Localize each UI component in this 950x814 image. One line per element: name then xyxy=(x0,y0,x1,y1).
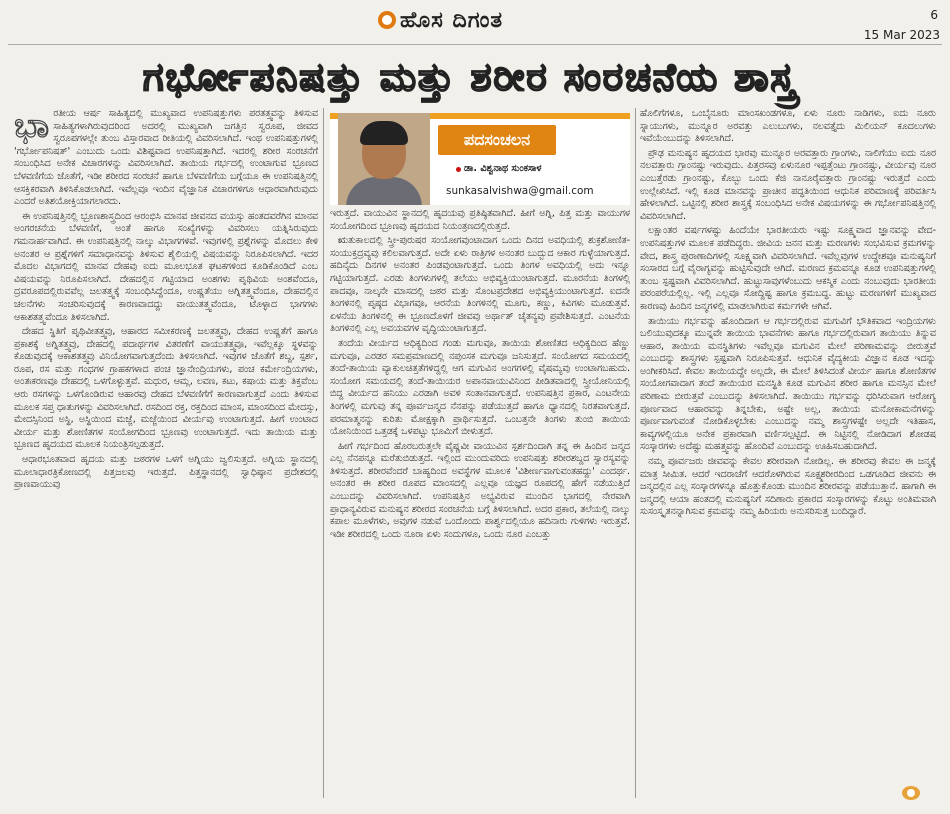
publication-date: 15 Mar 2023 xyxy=(863,28,940,42)
author-photo xyxy=(338,113,430,205)
paragraph: ಹೊಲಿಗೆಗಳೂ, ಒಂಬೈನೂರು ಮಾಂಸಖಂಡಗಳೂ, ಏಳು ನೂರು ನಾಡಿಗಳು, ಐದು ನೂರು ಸ್ನಾಯುಗಳು, ಮುನ್ನೂರ ಅರವತ್ತು ಎಲುಬುಗಳು, ನಲವತ್ತೈದು ಮಿಲಿಯನ್ ಕೂದಲುಗಳು ಇವೆಯೆಂಬುದನ್ನು ತಿಳಿಸಲಾಗಿದೆ. xyxy=(640,108,936,145)
column-divider xyxy=(635,108,636,798)
paragraph: ಋತುಕಾಲದಲ್ಲಿ ಸ್ತ್ರೀ-ಪುರುಷರ ಸಂಯೋಗವುಂಟಾದಾಗ ಒಂದು ದಿನದ ಅವಧಿಯಲ್ಲಿ ಶುಕ್ರಶೋಣಿತ-ಸಂಯುಕ್ತದ್ರವ್ಯವು ಕಲಿಲವಾಗುತ್ತದೆ. ಅದೇ ಏಳು ರಾತ್ರಿಗಳ ಅನಂತರ ಬುದ್ಬುದ ಆಕಾರ ಗುಳ್ಳೆಯಾಗುತ್ತದೆ. ಹದಿನೈದು ದಿನಗಳ ಅನಂತರ ಪಿಂಡವುಂಟಾಗುತ್ತದೆ. ಒಂದು ತಿಂಗಳ ಅವಧಿಯಲ್ಲಿ ಅದು ಇನ್ನೂ ಗಟ್ಟಿಯಾಗುತ್ತದೆ. ಎರಡು ತಿಂಗಳುಗಳಲ್ಲಿ ತಲೆಯು ಅಭಿವ್ಯಕ್ತಿಯುಂಟಾಗುತ್ತದೆ. ಮೂರನೆಯ ತಿಂಗಳಲ್ಲಿ ಪಾದವೂ, ನಾಲ್ಕನೇ ಮಾಸದಲ್ಲಿ ಜಠರ ಮತ್ತು ಸೊಂಟಪ್ರದೇಶದ ಅಭಿವ್ಯಕ್ತಿಯುಂಟಾಗುತ್ತದೆ. ಐದನೇ ತಿಂಗಳಿನಲ್ಲಿ ಪೃಷ್ಠದ ವಿಭಾಗವೂ, ಆರನೆಯ ತಿಂಗಳಿನಲ್ಲಿ ಮೂಗು, ಕಣ್ಣು, ಕಿವಿಗಳು ಮೂಡುತ್ತವೆ. ಏಳನೆಯ ತಿಂಗಳಿನಲ್ಲಿ ಈ ಭ್ರೂಣದೊಳಗೆ ಜೀವವು ಅರ್ಥಾತ್ ಚೈತನ್ಯವು ಪ್ರವೇಶಿಸುತ್ತದೆ. ಎಂಟನೆಯ ತಿಂಗಳಿನಲ್ಲಿ ಎಲ್ಲ ಅವಯವಗಳ ವೃದ್ಧಿಯುಂಟಾಗುತ್ತದೆ. xyxy=(330,235,630,335)
page-number: 6 xyxy=(930,8,938,22)
paragraph: ಲಕ್ಷಾಂತರ ವರ್ಷಗಳಷ್ಟು ಹಿಂದೆಯೇ ಭಾರತೀಯರು ಇಷ್ಟು ಸೂಕ್ಷ್ಮವಾದ ಜ್ಞಾನವನ್ನು ವೇದ-ಉಪನಿಷತ್ತುಗಳ ಮೂಲಕ ಪಡೆದಿದ್ದರು. ಜೀವಿಯ ಜನನ ಮತ್ತು ಮರಣಗಳು ಸಂಭವಿಸುವ ಕ್ರಮಗಳನ್ನು ವೇದ, ಶಾಸ್ತ್ರ ಪುರಾಣಾದಿಗಳಲ್ಲಿ ಸೂಕ್ಷ್ಮವಾಗಿ ವಿವರಿಸಲಾಗಿದೆ. ಇವೆಲ್ಲವುಗಳ ಉದ್ದೇಶವೂ ಮನುಷ್ಯನಿಗೆ ಸಂಸಾರದ ಬಗ್ಗೆ ವೈರಾಗ್ಯವನ್ನು ಹುಟ್ಟಿಸುವುದೇ ಆಗಿದೆ. ಮರಣದ ಕ್ರಮವನ್ನೂ ಕೂಡ ಉಪನಿಷತ್ತುಗಳಲ್ಲಿ ತುಂಬ ಸ್ಪಷ್ಟವಾಗಿ ವಿವರಿಸಲಾಗಿದೆ. ಹುಟ್ಟುಸಾವುಗಳೆಂಬುದು ಆಕಸ್ಮಿಕ ಎಂದು ನಂಬುವುದು ಭಾರತೀಯ ಪರಂಪರೆಯಲ್ಲಿಲ್ಲ. ಇಲ್ಲಿ ಎಲ್ಲವೂ ಸೋದ್ದಿಷ್ಟ ಹಾಗೂ ಕ್ರಮಬದ್ಧ. ಹುಟ್ಟು ಮರಣಗಳಿಗೆ ಮುಖ್ಯವಾದ ಕಾರಣವು ಹಿಂದಿನ ಜನ್ಮಗಳಲ್ಲಿ ಮಾಡಲಾಗಿರುವ ಕರ್ಮಗಳೇ ಆಗಿವೆ. xyxy=(640,225,936,312)
paragraph: ಆಧಾರಭೂತವಾದ ಹೃದಯ ಮತ್ತು ಜಠರಗಳ ಒಳಗೆ ಅಗ್ನಿಯು ಜ್ವಲಿಸುತ್ತದೆ. ಅಗ್ನಿಯ ಸ್ಥಾನದಲ್ಲಿ ಮೂಲಾಧಾರತ್ರಿಕೋಣದಲ್ಲಿ ಪಿತ್ತಜಲವು ಇರುತ್ತದೆ. ಪಿತ್ತಸ್ಥಾನದಲ್ಲಿ ಸ್ವಾಧಿಷ್ಠಾನ ಪ್ರದೇಶದಲ್ಲಿ ಪ್ರಾಣವಾಯುವು xyxy=(14,454,318,491)
logo-text: ಹೊಸ ದಿಗಂತ xyxy=(400,7,504,33)
paragraph: ಈ ಉಪನಿಷತ್ತಿನಲ್ಲಿ ಭ್ರೂಣಶಾಸ್ತ್ರದಿಂದ ಆರಂಭಿಸಿ ಮಾನವ ಜೀವನದ ವಯಸ್ಸು ಹಂತದವರೆಗಿನ ಮಾನವ ಅಂಗರಚನೆಯ ಬೆಳವಣಿಗೆ, ಅಂತೆ ಹಾಗೂ ಸಂಖ್ಯೆಗಳನ್ನು ವಿವರಿಸಲು ಯತ್ನಿಸಿರುವುದು ಗಮನಾರ್ಹವಾಗಿದೆ. ಈ ಉಪನಿಷತ್ತಿನಲ್ಲಿ ನಾಲ್ಕು ವಿಭಾಗಗಳಿವೆ. ಇವುಗಳಲ್ಲಿ ಪ್ರಶ್ನೆಗಳನ್ನು ಮೊದಲು ಕೇಳಿ ಅನಂತರ ಆ ಪ್ರಶ್ನೆಗಳಿಗೆ ಸಮಾಧಾನವನ್ನು ತಿಳಿಸುವ ಶೈಲಿಯಲ್ಲಿ ವಿಷಯವನ್ನು ನಿರೂಪಿಸಲಾಗಿದೆ. ಇದರ ಮೊದಲ ವಿಭಾಗದಲ್ಲಿ ಮಾನವ ದೇಹವು ಐದು ಮೂಲಭೂತ ಘಟಕಗಳಿಂದ ಕೂಡಿಕೊಂಡಿದೆ ಎಂಬ ವಿಷಯವನ್ನು ನಿರೂಪಿಸಲಾಗಿದೆ. ದೇಹದಲ್ಲಿನ ಗಟ್ಟಿಯಾದ ಅಂಶಗಳು ಪೃಥಿವಿಯ ಅಂಶವೆಂದೂ, ದ್ರವರೂಪದಲ್ಲಿರುವವೆಲ್ಲ ಜಲತತ್ತ್ವಕ್ಕೆ ಸಂಬಂಧಿಸಿದ್ದೆಂದೂ, ಉಷ್ಣತೆಯು ಅಗ್ನಿತತ್ತ್ವವೆಂದೂ, ದೇಹದಲ್ಲಿನ ಚಲನೆಗಳು ಸಂಚರಿಸುವುದಕ್ಕೆ ಕಾರಣವಾದದ್ದು ವಾಯುತತ್ತ್ವವೆಂದೂ, ಟೊಳ್ಳಾದ ಭಾಗಗಳು ಆಕಾಶತತ್ತ್ವವೆಂದೂ ತಿಳಿಸಲಾಗಿದೆ. xyxy=(14,210,318,323)
paragraph: ಹೀಗೆ ಗರ್ಭದಿಂದ ಹೊರಬರುತ್ತಲೇ ವೈಷ್ಣವೀ ವಾಯುವಿನ ಸ್ಪರ್ಶದಿಂದಾಗಿ ತನ್ನ ಈ ಹಿಂದಿನ ಜನ್ಮದ ಎಲ್ಲ ನೆನಪನ್ನೂ ಮರೆತುಬಿಡುತ್ತದೆ. ಇಲ್ಲಿಂದ ಮುಂದುವರಿದು ಉಪನಿಷತ್ತು ಶರೀರಶಬ್ದದ ಸ್ವಾರಸ್ಯವನ್ನು ತಿಳಿಸುತ್ತದೆ. ಶರೀರವೆಂದರೆ ಬಾಹ್ಯದಿಂದ ಅವಸ್ಥೆಗಳ ಮೂಲಕ 'ವಿಶೀರ್ಣವಾಗುವಂತಹದ್ದು' ಎಂದರ್ಥ. ಅನಂತರ ಈ ಶರೀರ ರೂಪದ ಮಾಂಸದಲ್ಲಿ ಎಲ್ಲವೂ ಯಜ್ಞದ ರೂಪದಲ್ಲಿ ಹೇಗೆ ನಡೆಯುತ್ತಿದೆ ಎಂಬುದನ್ನು ವಿವರಿಸಲಾಗಿದೆ. ಉಪನಿಷತ್ತಿನ ಅಭ್ಯವಿರುವ ಮುಂದಿನ ಭಾಗದಲ್ಲಿ ನೇರವಾಗಿ ಪ್ರಾಧಾನ್ಯವಿರುವ ಮನುಷ್ಯನ ಶರೀರದ ಸಂರಚನೆಯ ಬಗ್ಗೆ ತಿಳಿಸಲಾಗಿದೆ. ಅದರ ಪ್ರಕಾರ, ತಲೆಯಲ್ಲಿ ನಾಲ್ಕು ಕಪಾಲ ಮೂಳೆಗಳು, ಅವುಗಳ ನಡುವೆ ಒಂದೊಂದು ಪಾರ್ಶ್ವದಲ್ಲಿಯೂ ಹದಿನಾರು ಗುಳಿಗಳು ಇರುತ್ತವೆ. ಇಡೀ ಶರೀರದಲ್ಲಿ ಒಂದು ನೂರಾ ಏಳು ಸಂದುಗಳೂ, ಒಂದು ನೂರ ಎಂಬತ್ತು xyxy=(330,440,630,540)
paragraph: ರತೀಯ ಆರ್ಷ ಸಾಹಿತ್ಯದಲ್ಲಿ ಮುಖ್ಯವಾದ ಉಪನಿಷತ್ತುಗಳು ಪರತತ್ತ್ವವನ್ನು ತಿಳಿಸುವ ಸಾಹಿತ್ಯಗಳಾಗಿರುವುದರಿಂದ ಅದರಲ್ಲಿ ಮುಖ್ಯವಾಗಿ ಜಗತ್ತಿನ ಸ್ವರೂಪ, ಜೀವದ ಸ್ವರೂಪಗಳಲ್ಲೇ ತುಂಬ ವಿಸ್ತಾರವಾದ ರೀತಿಯಲ್ಲಿ ವಿವರಿಸಲಾಗಿದೆ. ಇಂಥ ಉಪನಿಷತ್ತುಗಳಲ್ಲಿ 'ಗರ್ಭೋಪನಿಷತ್' ಎಂಬುದು ಒಂದು ವಿಶಿಷ್ಟವಾದ ಉಪನಿಷತ್ತಾಗಿದೆ. ಇದರಲ್ಲಿ ಶರೀರ ಸಂರಚನೆಗೆ ಸಂಬಂಧಿಸಿದ ಅನೇಕ ವಿಚಾರಗಳನ್ನು ವಿವರಿಸಲಾಗಿದೆ. ತಾಯಿಯ ಗರ್ಭದಲ್ಲಿ ಉಂಟಾಗುವ ಭ್ರೂಣದ ಬೆಳವಣಿಗೆಯ ಜೊತೆಗೆ, ಇಡೀ ಶರೀರದ ಸಂರಚನೆ ಹಾಗೂ ಬೆಳವಣಿಗೆಯ ಬಗ್ಗೆಯೂ ಈ ಉಪನಿಷತ್ತಿನಲ್ಲಿ ಆಸಕ್ತಿಕರವಾಗಿ ತಿಳಿಸಿಕೊಡಲಾಗಿದೆ. ಇವೆಲ್ಲವೂ ಇಂದಿನ ವೈಜ್ಞಾನಿಕ ವಿಚಾರಗಳಿಗೂ ಆಧಾರವಾಗಿರುವುದು ಎಂದರೆ ಅತಿಶಯೋಕ್ತಿಯಾಗಲಾರದು. xyxy=(14,108,318,208)
end-mark-icon xyxy=(902,786,920,800)
article-column-2 xyxy=(330,208,630,798)
paragraph: ದೇಹದ ಸ್ಥಿತಿಗೆ ಪೃಥಿವೀತತ್ತ್ವವು, ಆಹಾರದ ಸಮೀಕರಣಕ್ಕೆ ಜಲತತ್ತ್ವವು, ದೇಹದ ಉಷ್ಣತೆಗೆ ಹಾಗೂ ಪ್ರಕಾಶಕ್ಕೆ ಅಗ್ನಿತತ್ತ್ವವು, ದೇಹದಲ್ಲಿ ಪದಾರ್ಥಗಳ ವಿತರಣೆಗೆ ವಾಯುತತ್ತ್ವವೂ, ಇವೆಲ್ಲಕ್ಕೂ ಸ್ಥಳವನ್ನು ಕೊಡುವುದಕ್ಕೆ ಆಕಾಶತತ್ತ್ವವು ವಿನಿಯೋಗವಾಗುತ್ತದೆಂದು ತಿಳಿಸಲಾಗಿದೆ. ಇವುಗಳ ಜೊತೆಗೆ ಶಬ್ದ, ಸ್ಪರ್ಶ, ರೂಪ, ರಸ ಮತ್ತು ಗಂಧಗಳ ಗ್ರಾಹಕಗಳಾದ ಪಂಚ ಜ್ಞಾನೇಂದ್ರಿಯಗಳು, ಪಂಚ ಕರ್ಮೇಂದ್ರಿಯಗಳು, ಅಂತಃಕರಣವೂ ದೇಹದಲ್ಲಿ ಒಳಗೊಳ್ಳುತ್ತವೆ. ಮಧುರ, ಆಮ್ಲ, ಲವಣ, ಕಟು, ಕಷಾಯ ಮತ್ತು ತಿಕ್ತವೆಂಬ ಆರು ರಸಗಳನ್ನು ಒಳಗೊಂಡಿರುವ ಆಹಾರವು ದೇಹದ ಬೆಳವಣಿಗೆಗೆ ಕಾರಣವಾಗುತ್ತದೆ ಎಂದು ತಿಳಿಸುವ ಮೂಲಕ ಸಪ್ತ ಧಾತುಗಳನ್ನು ವಿವರಿಸಲಾಗಿದೆ. ರಸದಿಂದ ರಕ್ತ, ರಕ್ತದಿಂದ ಮಾಂಸ, ಮಾಂಸದಿಂದ ಮೇದಸ್ಸು, ಮೇದಸ್ಸಿನಿಂದ ಅಸ್ಥಿ, ಅಸ್ಥಿಯಿಂದ ಮಜ್ಜೆ, ಮಜ್ಜೆಯಿಂದ ವೀರ್ಯವು ಉಂಟಾಗುತ್ತದೆ. ಹೀಗೆ ಉಂಟಾದ ವೀರ್ಯ ಮತ್ತು ಶೋಣಿತಗಳ ಸಂಯೋಗದಿಂದ ಭ್ರೂಣವು ಉಂಟಾಗುತ್ತದೆ. ಇದು ತಾಯಿಯ ಮತ್ತು ಭ್ರೂಣದ ಹೃದಯದ ಮೂಲಕ ನಿಯಂತ್ರಿಸಲ್ಪಡುತ್ತದೆ. xyxy=(14,326,318,451)
column-header-box xyxy=(330,113,630,205)
paragraph: ಪ್ರೌಢ ಮನುಷ್ಯನ ಹೃದಯದ ಭಾರವು ಮುನ್ನೂರ ಅರವತ್ತಾರು ಗ್ರಾಂಗಳು, ನಾಲಿಗೆಯು ಐದು ನೂರ ನಲವತ್ತಾರು ಗ್ರಾಂನಷ್ಟು ಇರುವುದು. ಪಿತ್ತರಸವು ಏಳುನೂರ ಇಪ್ಪತ್ತೆಂಟು ಗ್ರಾಂನಷ್ಟು, ವೀರ್ಯವು ನೂರ ಎಂಬತ್ತೆರಡು ಗ್ರಾಂನಷ್ಟು, ಕೊಬ್ಬು ಒಂದು ಕೆಜಿ ನಾನೂರೈವತ್ತಾರು ಗ್ರಾಂನಷ್ಟು ಇರುತ್ತದೆ ಎಂದು ಉಲ್ಲೇಖಿಸಿದೆ. ಇಲ್ಲಿ ಕೂಡ ಮಾನವನ್ನು ಪ್ರಾಚೀನ ಪದ್ಧತಿಯಿಂದ ಆಧುನಿಕ ಪರಿಮಾಣಕ್ಕೆ ಪರಿವರ್ತಿಸಿ ಹೇಳಲಾಗಿದೆ. ಒಟ್ಟಿನಲ್ಲಿ ಶರೀರ ಶಾಸ್ತ್ರಕ್ಕೆ ಸಂಬಂಧಿಸಿದ ಅನೇಕ ವಿಷಯಗಳನ್ನು ಈ ಗರ್ಭೋಪನಿಷತ್ತಿನಲ್ಲಿ ವಿವರಿಸಲಾಗಿದೆ. xyxy=(640,147,936,222)
article-column-1 xyxy=(14,108,318,803)
paragraph: ನಮ್ಮ ಪೂರ್ವಜರು ಜೀವವನ್ನು ಕೇವಲ ಶರೀರವಾಗಿ ನೋಡಿಲ್ಲ. ಈ ಶರೀರವು ಕೇವಲ ಈ ಜನ್ಮಕ್ಕೆ ಮಾತ್ರ ಸೀಮಿತ. ಆದರೆ ಇದರಾಚೆಗೆ ಆದರೊಳಗಿರುವ ಸೂಕ್ಷ್ಮಶರೀರದಿಂದ ಒಡಗೂಡಿದ ಜೀವನು ಈ ಜನ್ಮದಲ್ಲಿನ ಎಲ್ಲ ಸಂಸ್ಕಾರಗಳನ್ನೂ ಹೊತ್ತುಕೊಂಡು ಮುಂದಿನ ಶರೀರವನ್ನು ಪಡೆಯುತ್ತಾನೆ. ಹಾಗಾಗಿ ಈ ಜನ್ಮದಲ್ಲಿ ಆಯಾ ಹಂತದಲ್ಲಿ ಮನುಷ್ಯನಿಗೆ ಸದಿಣಾರು ಪ್ರಕಾರದ ಸಂಸ್ಕಾರಗಳನ್ನು ಕೊಟ್ಟು ಅಂತಿಮವಾಗಿ ಸುಸಂಸ್ಕೃತನನ್ನಾಗಿಸುವ ಕ್ರಮವನ್ನು ನಮ್ಮ ಹಿರಿಯರು ಅನುಸರಿಸುತ್ತ ಬಂದಿದ್ದಾರೆ. xyxy=(640,456,936,518)
author-email[interactable]: sunkasalvishwa@gmail.com xyxy=(446,185,594,197)
paragraph: ಇರುತ್ತದೆ. ವಾಯುವಿನ ಸ್ಥಾನದಲ್ಲಿ ಹೃದಯವು ಪ್ರತಿಷ್ಠಿತವಾಗಿದೆ. ಹೀಗೆ ಅಗ್ನಿ, ಪಿತ್ತ ಮತ್ತು ವಾಯುಗಳ ಸಂಯೋಗದಿಂದ ಭ್ರೂಣವು ಹೃದಯದ ನಿಯಂತ್ರಣದಲ್ಲಿರುತ್ತದೆ. xyxy=(330,208,630,232)
masthead xyxy=(0,0,950,44)
column-title: ಪದಸಂಚಲನ xyxy=(463,130,531,149)
bullet-icon xyxy=(456,167,461,172)
paragraph: ತಂದೆಯ ವೀರ್ಯದ ಆಧಿಕ್ಯದಿಂದ ಗಂಡು ಮಗುವೂ, ತಾಯಿಯ ಶೋಣಿತದ ಆಧಿಕ್ಯದಿಂದ ಹೆಣ್ಣು ಮಗುವೂ, ಎರಡರ ಸಮಪ್ರಮಾಣದಲ್ಲಿ ನಪುಂಸಕ ಮಗುವೂ ಜನಿಸುತ್ತದೆ. ಸಂಯೋಗದ ಸಮಯದಲ್ಲಿ ತಂದೆ-ತಾಯಿಯ ವ್ಯಾಕುಲಚಿತ್ತತೆಗಳಿದ್ದಲ್ಲಿ ಆಗ ಮಗುವಿನ ಅಂಗಗಳಲ್ಲಿ ವೈಷಮ್ಯವು ಉಂಟಾಗಬಹುದು. ಸಂಯೋಗ ಸಮಯದಲ್ಲಿ ತಂದೆ-ತಾಯಿಯರ ಅಪಾನವಾಯುವಿನಿಂದ ಪೀಡಿತವಾದಲ್ಲಿ ಸ್ತ್ರೀಯೋನಿಯಲ್ಲಿ ಬಿದ್ದ ವೀರ್ಯದ ಹನಿಯು ಎರಡಾಗಿ ಅವಳಿ ಸಂತಾನವಾಗುತ್ತದೆ. ಉಪನಿಷತ್ತಿನ ಪ್ರಕಾರ, ಎಂಟನೇಯ ತಿಂಗಳಲ್ಲಿ ಮಗುವು ತನ್ನ ಪೂರ್ವಜನ್ಮದ ನೆನಪನ್ನು ಪಡೆಯುತ್ತದೆ ಹಾಗೂ ಧ್ಯಾನದಲ್ಲಿ ನಿರತವಾಗುತ್ತದೆ. ಪರಮಾತ್ಮನನ್ನು ಕುರಿತು ಮೋಕ್ಷಕ್ಕಾಗಿ ಪ್ರಾರ್ಥಿಸುತ್ತದೆ. ಒಂಬತ್ತನೇ ತಿಂಗಳು ತುಂಬಿ ತಾಯಿಯ ಯೋನಿಯಿಂದ ಒತ್ತಡಕ್ಕೆ ಒಳಪಟ್ಟು ಭೂಮಿಗೆ ಬೀಳುತ್ತದೆ. xyxy=(330,337,630,438)
author-name: ಡಾ. ವಿಶ್ವನಾಥ ಸುಂಕಸಾಳ xyxy=(464,163,542,174)
logo-sun-icon xyxy=(378,11,396,29)
column-divider xyxy=(323,108,324,798)
paragraph: ತಾಯಿಯು ಗರ್ಭವನ್ನು ಹೊಂದಿದಾಗ ಆ ಗರ್ಭದಲ್ಲಿರುವ ಮಗುವಿಗೆ ಭೌತಿಕವಾದ ಇಂದ್ರಿಯಗಳು ಬಲಿಯುವುದಕ್ಕೂ ಮುನ್ನವೇ ತಾಯಿಯ ಭಾವನೆಗಳು ಹಾಗೂ ಗರ್ಭದಲ್ಲಿರುವಾಗ ತಾಯಿಯು ತಿನ್ನುವ ಆಹಾರ, ತಾಯಿಯ ಮನಸ್ಥಿತಿಗಳು ಇವೆಲ್ಲವೂ ಮಗುವಿನ ಮೇಲೆ ಪರಿಣಾಮವನ್ನು ಬೀರುತ್ತವೆ ಎಂಬುದನ್ನು ಶಾಸ್ತ್ರಗಳು ಸ್ಪಷ್ಟವಾಗಿ ನಿರೂಪಿಸುತ್ತವೆ. ಆಧುನಿಕ ವೈದ್ಯಕೀಯ ವಿಜ್ಞಾನ ಕೂಡ ಇದನ್ನು ಅಂಗೀಕರಿಸಿದೆ. ಕೇವಲ ತಾಯಿಯದ್ದೇ ಅಲ್ಲದೇ, ಈ ಮೇಲೆ ತಿಳಿಸಿದಂತೆ ವೀರ್ಯ ಹಾಗೂ ಶೋಣಿತಗಳ ಸಂಯೋಗವಾದಾಗ ತಂದೆ ತಾಯಿಯರ ಮನಸ್ಥಿತಿ ಕೂಡ ಮಗುವಿನ ಶರೀರ ಹಾಗೂ ಮನಸ್ಸಿನ ಮೇಲೆ ಪರಿಣಾಮ ಬೀರುತ್ತವೆ ಎಂಬುದನ್ನು ತಿಳಿಸಲಾಗಿದೆ. ತಾಯಿಯು ಗರ್ಭವನ್ನು ಧರಿಸಿರುವಾಗ ಆರೋಗ್ಯ ಪೂರ್ಣವಾದ ಆಹಾರವನ್ನು ತಿನ್ನಬೇಕು, ಅಷ್ಟೇ ಅಲ್ಲ, ತಾಯಿಯ ಮನೋಕಾಮನೆಗಳನ್ನು ಪೂರ್ಣವಾಗುವಂತೆ ನೋಡಿಕೊಳ್ಳಬೇಕು ಎಂಬುದನ್ನು ನಮ್ಮ ಶಾಸ್ತ್ರಗಳಷ್ಟೇ ಅಲ್ಲದೇ ಇತಿಹಾಸ, ಕಾವ್ಯಗಳಲ್ಲಿಯೂ ಅನೇಕ ಪ್ರಕಾರವಾಗಿ ವರ್ಣಿಸಲ್ಪಟ್ಟಿದೆ. ಈ ನಿಟ್ಟಿನಲ್ಲಿ ನೋಡಿದಾಗ ಶೋಡಷ ಸಂಸ್ಕಾರಗಳು ಅದೆಷ್ಟು ಮಹತ್ತ್ವವನ್ನು ಹೊಂದಿವೆ ಎಂಬುದನ್ನು ಊಹಿಸಬಹುದಾಗಿದೆ. xyxy=(640,315,936,453)
article-headline: ಗರ್ಭೋಪನಿಷತ್ತು ಮತ್ತು ಶರೀರ ಸಂರಚನೆಯ ಶಾಸ್ತ್ರ xyxy=(142,54,798,99)
article-column-3 xyxy=(640,108,936,788)
newspaper-logo xyxy=(378,6,503,34)
drop-cap: ಭಾ xyxy=(14,108,50,146)
masthead-divider xyxy=(8,44,942,45)
